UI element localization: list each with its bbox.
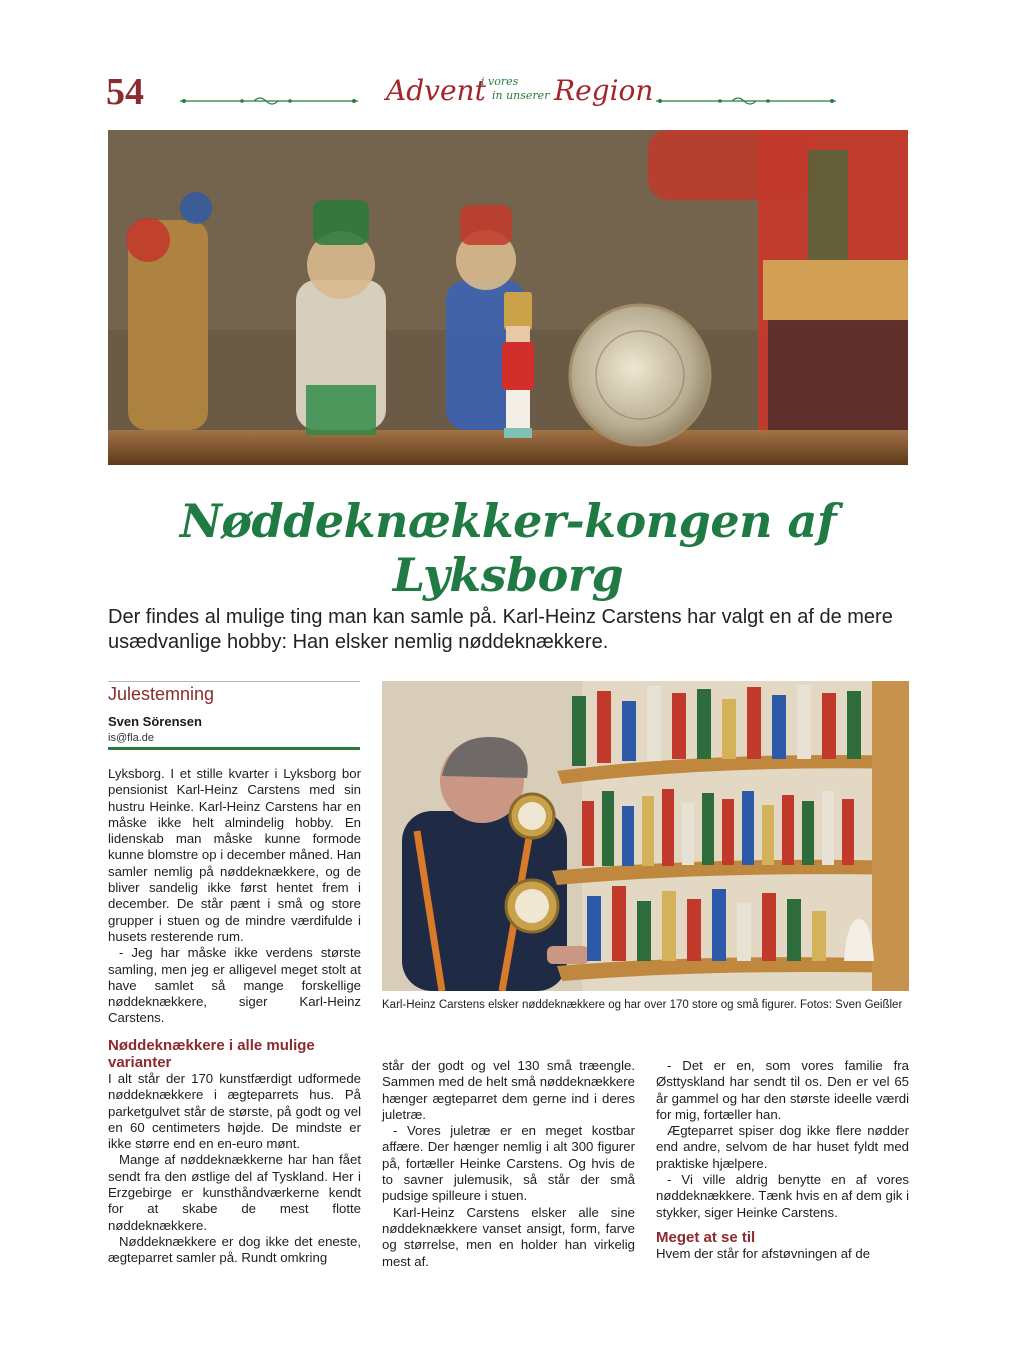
paragraph: - Det er en, som vores familie fra Østtyskland har sendt til os. Den er vel 65 år gammel og har den største ideelle værdi for mig, fortæller han.: [656, 1058, 909, 1122]
section-divider: [108, 681, 360, 682]
paragraph: I alt står der 170 kunstfærdigt udformede nøddeknækkere i ægteparrets hus. På parketgulvet står de største, på godt og vel en 60 centimeters højde. De mindste er ikke større end en en-euro mønt.: [108, 1071, 361, 1152]
banner-region: Region: [554, 74, 654, 107]
banner-in-unserer: in unserer: [492, 89, 550, 102]
right-ornament-divider: [656, 96, 836, 106]
page-number: 54: [106, 71, 144, 113]
banner-i-vores: i vores: [481, 75, 519, 88]
author-divider: [108, 747, 360, 750]
collector-photo: [382, 681, 909, 991]
hero-photo-nutcrackers-coin: [108, 130, 908, 465]
paragraph: Nøddeknækkere er dog ikke det eneste, ægteparret samler på. Rundt omkring: [108, 1233, 361, 1266]
paragraph: Hvem der står for afstøvningen af de: [656, 1245, 871, 1261]
article-intro: [108, 766, 361, 1027]
article-column-3: [656, 1058, 909, 1262]
paragraph: - Vi ville aldrig benytte en af vores nøddeknækkere. Tænk hvis en af dem gik i stykker, siger Heinke Carstens.: [656, 1172, 909, 1220]
region-banner-logo: [386, 70, 654, 120]
subheading: Nøddeknækkere i alle mulige varianter: [108, 1037, 315, 1071]
author-email[interactable]: is@fla.de: [108, 732, 155, 744]
paragraph: Ægteparret spiser dog ikke flere nødder end andre, selvom de har huset fyldt med praktiske hjælpere.: [656, 1123, 909, 1171]
article-column-2: [382, 1058, 635, 1270]
photo-caption: Karl-Heinz Carstens elsker nøddeknækkere og har over 170 store og små figurer. Fotos: Sven Geißler: [382, 999, 903, 1011]
article-lead: Der findes al mulige ting man kan samle på. Karl-Heinz Carstens har valgt en af de mere usædvanlige hobby: Han elsker nemlig nøddeknækkere.: [108, 606, 893, 653]
paragraph: Karl-Heinz Carstens elsker alle sine nøddeknækkere vanset ansigt, form, farve og størrelse, men en holder han virkelig mest af.: [382, 1204, 635, 1269]
banner-advent: Advent: [386, 74, 486, 107]
article-column-1: [108, 1037, 361, 1267]
paragraph: - Jeg har måske ikke verdens største samling, men jeg er alligevel meget stolt at have samlet så mange forskellige nøddeknækkere, siger Karl-Heinz Carstens.: [108, 945, 361, 1026]
article-headline: Nøddeknækker-kongen af Lyksborg: [179, 494, 837, 602]
subheading: Meget at se til: [656, 1228, 756, 1246]
paragraph: står der godt og vel 130 små træengle. Sammen med de helt små nøddeknækkere hænger ægteparret dem gerne ind i deres juletræ.: [382, 1058, 635, 1122]
author-name: Sven Sörensen: [108, 714, 202, 729]
left-ornament-divider: [180, 96, 358, 106]
paragraph: Mange af nøddeknækkerne har han fået sendt fra den østlige del af Tyskland. Her i Erzgebirge er kunsthåndværkerne kendt for at skabe de mest flotte nøddeknækkere.: [108, 1152, 361, 1233]
section-label: Julestemning: [108, 684, 215, 704]
paragraph: Lyksborg. I et stille kvarter i Lyksborg bor pensionist Karl-Heinz Carstens med sin hustru Heinke. Karl-Heinz Carstens har en måske ikke helt almindelig hobby. En lidenskab man måske kunne formode kunne blomstre op i december måned. Han samler nemlig på nøddeknækkere, og de bliver sandelig ikke først hentet frem i december. De står pænt i små og store grupper i stuen og de mindre værdifulde i husets resterende rum.: [108, 766, 361, 944]
paragraph: - Vores juletræ er en meget kostbar affære. Der hænger nemlig i alt 300 figurer på, fortæller Heinke Carstens. Og hvis de to savner julemusik, så står der små pudsige spilleure i stuen.: [382, 1123, 635, 1204]
